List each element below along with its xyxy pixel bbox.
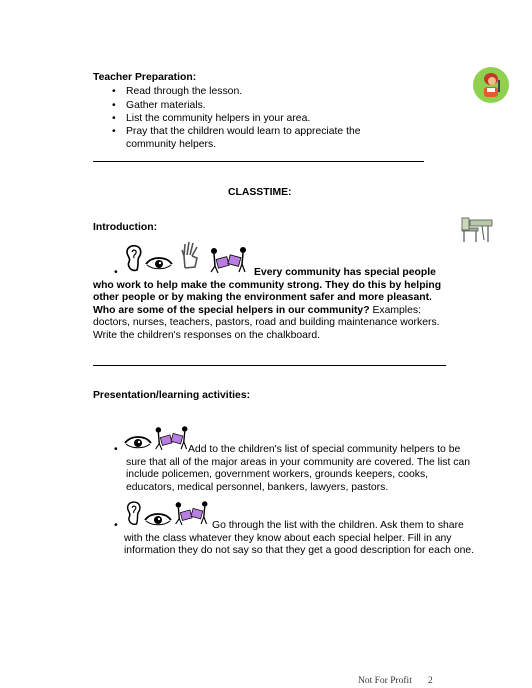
presentation-item-2-text: Go through the list with the children. Ask them to share with the class whatever they know about each special helper. Fill in any information they do not say so that they get a good description for each one. (124, 520, 475, 556)
list-item: Read through the lesson. (126, 86, 243, 97)
introduction-bold-text: Every community has special people who work to help make the community strong. They do this by helping other people or by making the environment safer and more pleasant. Who are some of the special helpers in our community? (93, 267, 442, 316)
footer-text: Not For Profit (358, 676, 412, 686)
list-item: Pray that the children would learn to appreciate the community helpers. (126, 126, 361, 150)
presentation-item-2 (124, 520, 484, 558)
teacher-icon (472, 66, 510, 104)
introduction-heading: Introduction: (93, 222, 158, 233)
introduction-paragraph (93, 267, 453, 342)
page-number: 2 (428, 676, 433, 686)
desk-icon (460, 216, 494, 244)
presentation-heading: Presentation/learning activities: (93, 390, 251, 401)
bullet: • (114, 444, 118, 455)
list-item: List the community helpers in your area. (126, 113, 311, 124)
divider (93, 161, 424, 162)
bullet: • (112, 86, 116, 97)
bullet: • (114, 267, 118, 278)
bullet: • (114, 520, 118, 531)
bullet: • (112, 100, 116, 111)
bullet: • (112, 126, 116, 137)
hand-icon (179, 240, 201, 270)
list-item: Gather materials. (126, 100, 206, 111)
teacher-prep-heading: Teacher Preparation: (93, 72, 197, 83)
presentation-item-1-text: Add to the children's list of special community helpers to be sure that all of the major areas in your community are covered. The list can include policemen, government workers, grounds keepers, cooks, educators, medical personnel, bankers, lawyers, pastors. (126, 444, 471, 493)
divider (93, 365, 446, 366)
bullet: • (112, 113, 116, 124)
presentation-item-1 (126, 444, 476, 494)
classtime-heading: CLASSTIME: (228, 187, 292, 198)
introduction-text: Examples: doctors, nurses, teachers, pastors, road and building maintenance workers. Write the children's responses on the chalkboard. (93, 304, 440, 341)
